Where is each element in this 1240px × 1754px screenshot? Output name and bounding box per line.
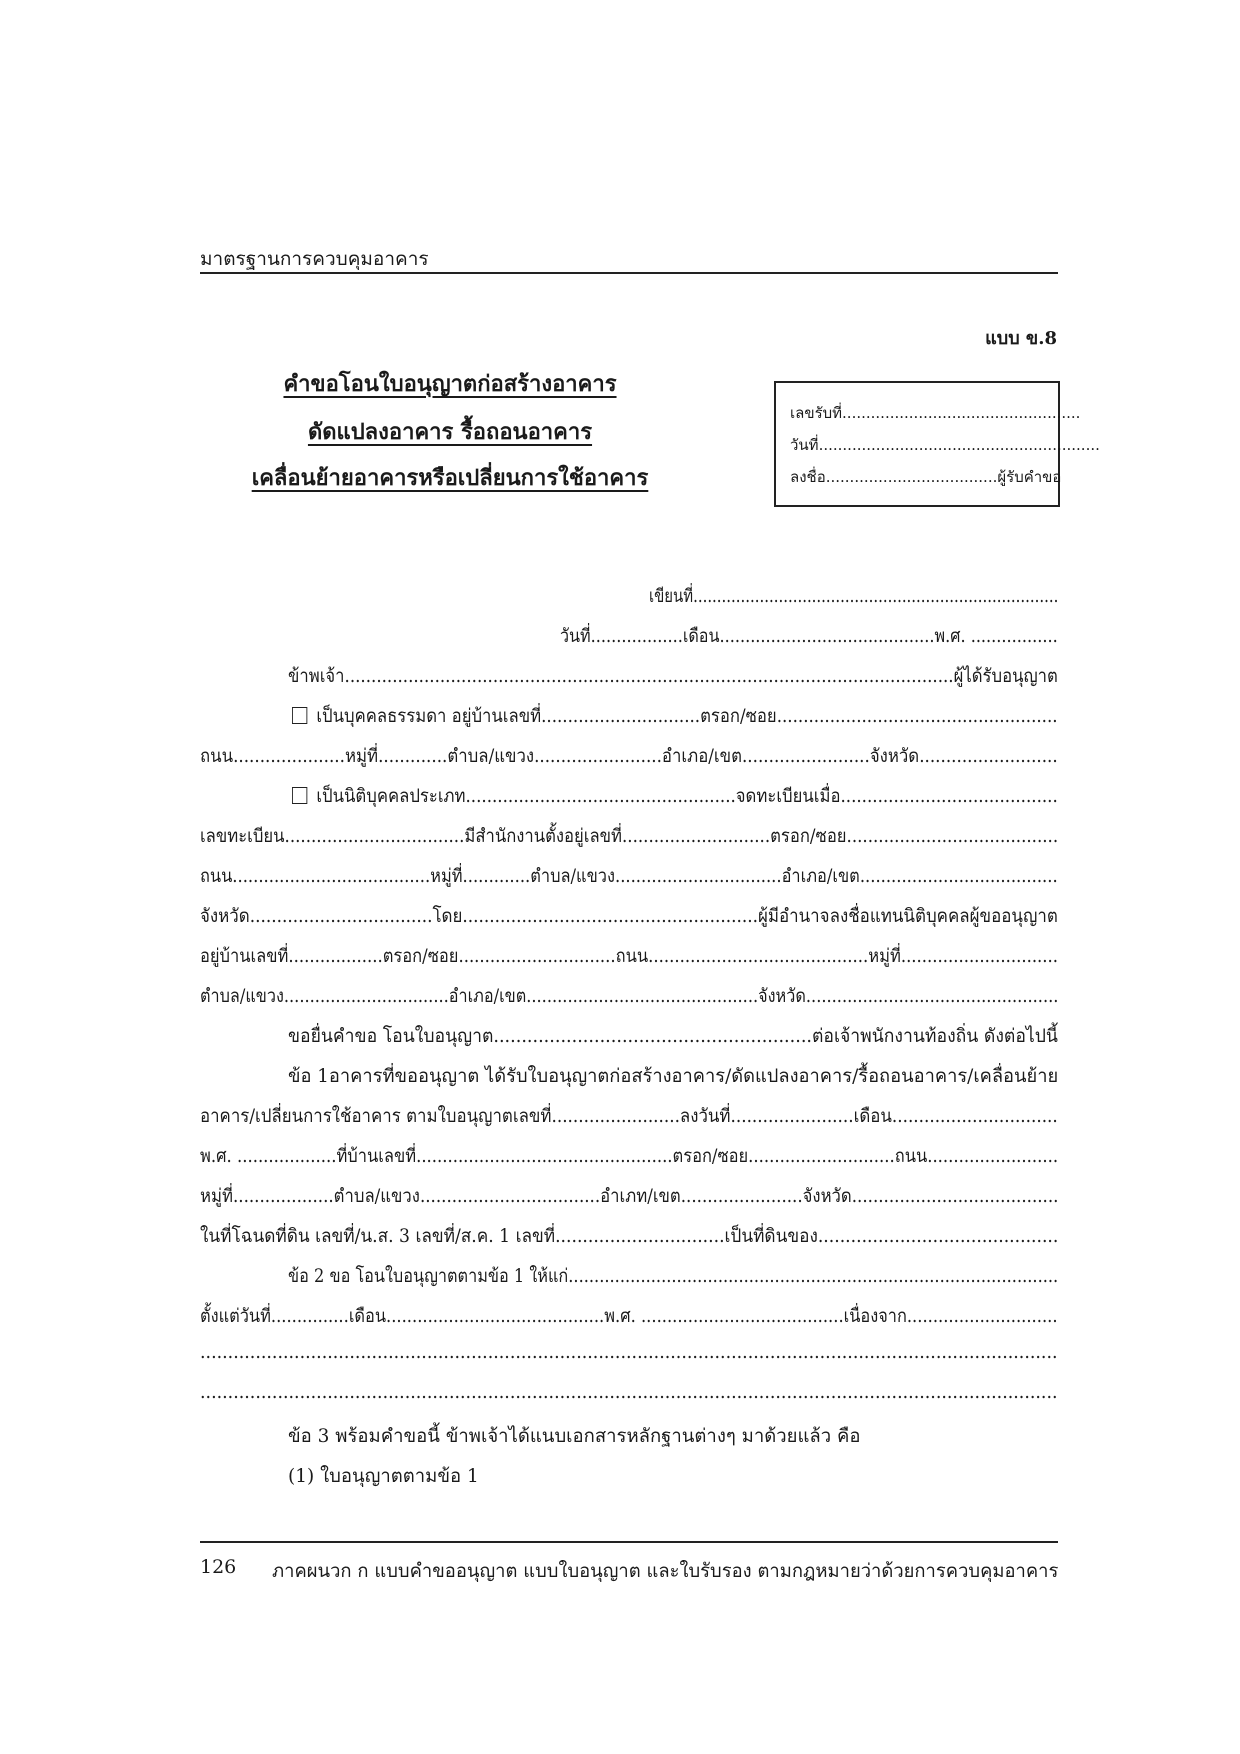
request-statement: ขอยื่นคำขอ โอนใบอนุญาต.........................................................ต่อเจ้าพนักงานท้องถิ่น ดังต่อไปนี้ (288, 1026, 1058, 1047)
receipt-box (774, 381, 1100, 507)
blank-line-2: ........................................................................................................................................................... (200, 1382, 1058, 1403)
juristic-address-field: ถนน......................................หมู่ที่.............ตำบล/แขวง................................อำเภอ/เขต...................................... (200, 866, 1058, 887)
receipt-number-field: เลขรับที่.................................................. (790, 404, 1081, 422)
province-representative-field: จังหวัด..................................โดย.......................................................ผู้มีอำนาจลงชื่อแทนนิติบุคคลผู้ขออนุญาต (200, 906, 1058, 927)
item-2-line-1: ข้อ 2 ขอ โอนใบอนุญาตตามข้อ 1 ให้แก่............................................................................................... (288, 1266, 1059, 1287)
item-2-line-2: ตั้งแต่วันที่...............เดือน..........................................พ.ศ. .......................................เนื่องจาก............................. (200, 1306, 1058, 1327)
item-1-line-4: หมู่ที่...................ตำบล/แขวง..................................อำเภท/เขต.......................จังหวัด....................................... (200, 1186, 1059, 1207)
date-field: วันที่..................เดือน..........................................พ.ศ. ................. (560, 626, 1058, 647)
written-at-field: เขียนที่............................................................................. (649, 586, 1059, 607)
item-1-line-2: อาคาร/เปลี่ยนการใช้อาคาร ตามใบอนุญาตเลขที่........................ลงวันที่.......................เดือน............................... (200, 1106, 1058, 1127)
header-divider (200, 272, 1058, 274)
item-1-line-3: พ.ศ. ...................ที่บ้านเลขที่.................................................ตรอก/ซอย............................ถนน......................... (200, 1146, 1059, 1167)
form-title-line-3: เคลื่อนย้ายอาคารหรือเปลี่ยนการใช้อาคาร (251, 465, 649, 491)
blank-line-1: ........................................................................................................................................................... (200, 1342, 1058, 1363)
item-1-line-5: ในที่โฉนดที่ดิน เลขที่/น.ส. 3 เลขที่/ส.ค. 1 เลขที่...............................เป็นที่ดินของ............................................ (200, 1226, 1059, 1247)
natural-person-checkbox[interactable] (292, 707, 307, 724)
registration-number-field: เลขทะเบียน..................................มีสำนักงานตั้งอยู่เลขที่............................ตรอก/ซอย........................................ (200, 826, 1059, 847)
item-3-line: ข้อ 3 พร้อมคำขอนี้ ข้าพเจ้าได้แนบเอกสารหลักฐานต่างๆ มาด้วยแล้ว คือ (288, 1426, 861, 1447)
applicant-field: ข้าพเจ้า...................................................................................................................ผู้ได้รับอนุญาต (288, 666, 1058, 687)
receipt-date-field: วันที่........................................................... (790, 436, 1100, 454)
natural-person-address: ถนน.....................หมู่ที่.............ตำบล/แขวง........................อำเภอ/เขต........................จังหวัด.......................... (200, 746, 1058, 767)
form-title-line-2: ดัดแปลงอาคาร รื้อถอนอาคาร (307, 419, 593, 445)
form-title-line-1: คำขอโอนใบอนุญาตก่อสร้างอาคาร (283, 371, 617, 397)
natural-person-option (292, 702, 1058, 731)
page-number: 126 (200, 1556, 237, 1578)
footer-divider (200, 1541, 1058, 1543)
receipt-signature-field: ลงชื่อ....................................ผู้รับคำขอ (790, 468, 1062, 486)
juristic-person-option (292, 782, 1058, 811)
juristic-person-label: เป็นนิติบุคคลประเภท...................................................จดทะเบียนเมื่อ......................................... (316, 786, 1058, 807)
item-3-sub-1: (1) ใบอนุญาตตามข้อ 1 (288, 1466, 479, 1487)
footer-text: ภาคผนวก ก แบบคำขออนุญาต แบบใบอนุญาต และใบรับรอง ตามกฎหมายว่าด้วยการควบคุมอาคาร (272, 1560, 1059, 1582)
running-header: มาตรฐานการควบคุมอาคาร (200, 248, 429, 270)
form-code: แบบ ข.8 (985, 328, 1057, 349)
representative-address-field-2: ตำบล/แขวง................................อำเภอ/เขต.............................................จังหวัด................................................. (200, 986, 1059, 1007)
representative-address-field: อยู่บ้านเลขที่..................ตรอก/ซอย..............................ถนน..........................................หมู่ที่.............................. (200, 946, 1059, 967)
natural-person-label: เป็นบุคคลธรรมดา อยู่บ้านเลขที่..............................ตรอก/ซอย..................................................... (316, 706, 1058, 727)
juristic-person-checkbox[interactable] (292, 787, 307, 804)
item-1-line-1: ข้อ 1อาคารที่ขออนุญาต ได้รับใบอนุญาตก่อสร้างอาคาร/ดัดแปลงอาคาร/รื้อถอนอาคาร/เคลื่อนย้าย (288, 1066, 1059, 1087)
